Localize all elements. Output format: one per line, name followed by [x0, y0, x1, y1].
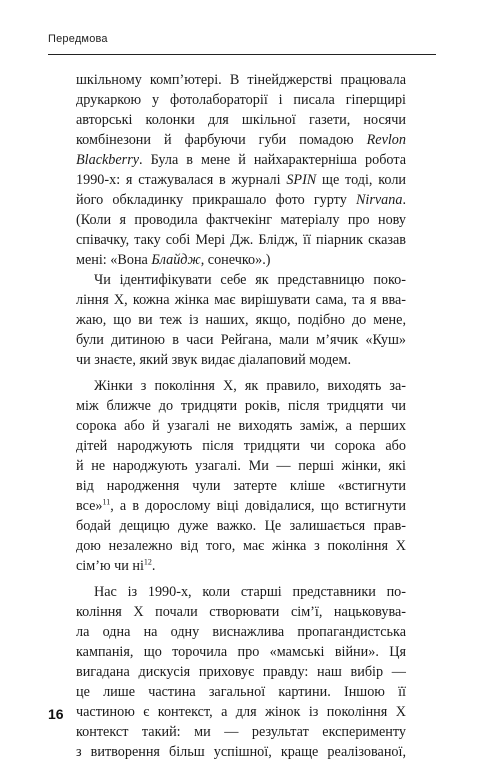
text-line: друкаркою у фотолабораторії і писала гіперщирі	[76, 92, 406, 108]
text-line: сім’ю чи ні$^{12}$.	[76, 557, 156, 574]
text-line: й не народжують узагалі. Ми — перші жінки, які	[76, 458, 406, 474]
text-line: мені: «Вона Блайдж, сонечко».)	[76, 252, 271, 268]
text-line: Нас із 1990-х, коли старші представники по-	[94, 584, 406, 600]
running-header: Передмова	[48, 33, 108, 45]
text-line: бодай дещицю дуже важко. Це залишається прав-	[76, 518, 406, 534]
text-line: дою незалежно від того, має жінка з покоління X	[76, 538, 406, 554]
text-line: шкільному комп’ютері. В тінейджерстві працювала	[76, 72, 406, 88]
text-line: це лише частина загальної картини. Іншою її	[76, 684, 406, 700]
text-line: 1990-х: я стажувалася в журналі SPIN ще тоді, коли	[76, 172, 406, 188]
text-line: його обкладинку прикрашало фото гурту Nirvana.	[76, 192, 406, 208]
text-line: Blackberry. Була в мене й найхарактерніша робота	[76, 152, 406, 168]
text-line: між ближче до тридцяти років, після тридцяти чи	[76, 398, 406, 414]
page-number: 16	[48, 706, 64, 722]
text-line: Чи ідентифікувати себе як представницю поко-	[94, 272, 406, 288]
text-line: ла одна на одну виснажлива пропагандистська	[76, 624, 406, 640]
text-line: кампанія, що торочила про «мамські війни». Ця	[76, 644, 406, 660]
text-line: співачку, таку собі Мері Дж. Блідж, її піарник сказав	[76, 232, 406, 248]
text-line: з витворення більш успішної, краще реалізованої,	[76, 744, 406, 760]
text-line: коління X почали створювати сім’ї, нацьковува-	[76, 604, 406, 620]
text-line: вигадана дискусія приховує правду: наш вибір —	[76, 664, 406, 680]
text-line: все»$^{11}$, а в дорослому віці довідалися, що встигнути	[76, 497, 406, 514]
text-line: авторські колонки для шкільної газети, носячи	[76, 112, 406, 128]
text-line: дітей народжують після тридцяти чи сорока або	[76, 438, 406, 454]
text-line: комбінезони й фарбуючи губи помадою Revlon	[76, 132, 406, 148]
header-rule	[48, 54, 436, 55]
text-line: жаю, що ви теж із наших, якщо, подібно до мене,	[76, 312, 406, 328]
text-line: (Коли я проводила фактчекінг матеріалу про нову	[76, 212, 406, 228]
text-line: були дитиною в часи Рейгана, мали м’ячик «Куш»	[76, 332, 406, 348]
text-line: від народження чули затерте кліше «встигнути	[76, 478, 406, 494]
text-line: ління X, кожна жінка має вирішувати сама, та я вва-	[76, 292, 406, 308]
body-text	[76, 70, 406, 762]
text-line: сорока або й узагалі не виходять заміж, а перших	[76, 418, 406, 434]
text-line: Жінки з покоління X, як правило, виходять за-	[94, 378, 406, 394]
text-line: чи знаєте, який звук видає діалаповий модем.	[76, 352, 351, 368]
text-line: контекст такий: ми — результат експерименту	[76, 724, 406, 740]
text-line: частиною є контекст, а для жінок із покоління X	[76, 704, 406, 720]
